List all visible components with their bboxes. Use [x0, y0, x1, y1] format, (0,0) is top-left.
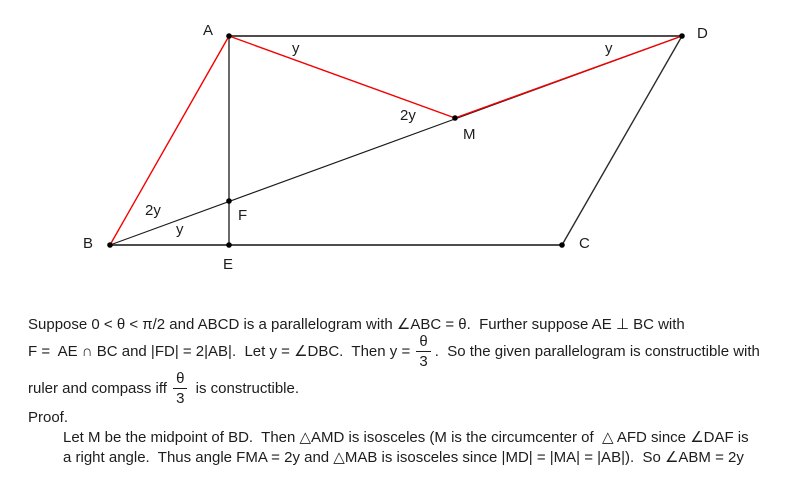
- vertex-label-m: M: [463, 126, 476, 143]
- point-c: [559, 242, 565, 248]
- point-f: [226, 198, 232, 204]
- vertex-label-b: B: [83, 235, 94, 252]
- proof-heading: Proof.: [28, 409, 69, 426]
- point-d: [679, 33, 685, 39]
- fraction-numerator: θ: [419, 332, 428, 350]
- angle-label-dbc: y: [176, 221, 184, 238]
- segment-md-red: [455, 36, 682, 118]
- edge-dc: [562, 36, 682, 245]
- proof-line-1: Let M be the midpoint of BD. Then △AMD is isosceles (M is the circumcenter of △ AFD since ∠DAF is: [63, 429, 749, 446]
- statement-line-2-pre: F = AE ∩ BC and |FD| = 2|AB|. Let y = ∠DBC. Then y =: [28, 343, 415, 360]
- angle-label-dam: y: [292, 40, 300, 57]
- proof-line-2: a right angle. Thus angle FMA = 2y and △MAB is isosceles since |MD| = |MA| = |AB|). So ∠ABM = 2y: [63, 449, 744, 466]
- theta-over-3-fraction: [173, 371, 187, 406]
- vertex-label-f: F: [238, 207, 248, 224]
- segment-ba-red: [110, 36, 229, 245]
- fraction-denominator: 3: [173, 388, 187, 406]
- theta-over-3-fraction: [416, 334, 430, 369]
- point-m: [452, 115, 458, 121]
- statement-line-2: [28, 332, 760, 370]
- vertex-label-c: C: [579, 235, 590, 252]
- angle-label-adm: y: [605, 40, 613, 57]
- angle-label-amb: 2y: [400, 107, 416, 124]
- point-b: [107, 242, 113, 248]
- point-e: [226, 242, 232, 248]
- statement-line-1: Suppose 0 < θ < π/2 and ABCD is a parallelogram with ∠ABC = θ. Further suppose AE ⊥ BC with: [28, 316, 685, 333]
- statement-line-3-post: is constructible.: [191, 379, 300, 397]
- vertex-label-e: E: [223, 256, 234, 273]
- vertex-label-d: D: [697, 25, 708, 42]
- fraction-denominator: 3: [416, 351, 430, 369]
- statement-line-3: [28, 369, 300, 407]
- point-a: [226, 33, 232, 39]
- statement-line-3-pre: ruler and compass iff: [28, 379, 172, 397]
- vertex-label-a: A: [203, 22, 214, 39]
- angle-label-abm: 2y: [145, 202, 161, 219]
- fraction-numerator: θ: [176, 369, 185, 387]
- statement-line-2-post: . So the given parallelogram is constructible with: [434, 342, 760, 360]
- segment-am-red: [229, 36, 455, 118]
